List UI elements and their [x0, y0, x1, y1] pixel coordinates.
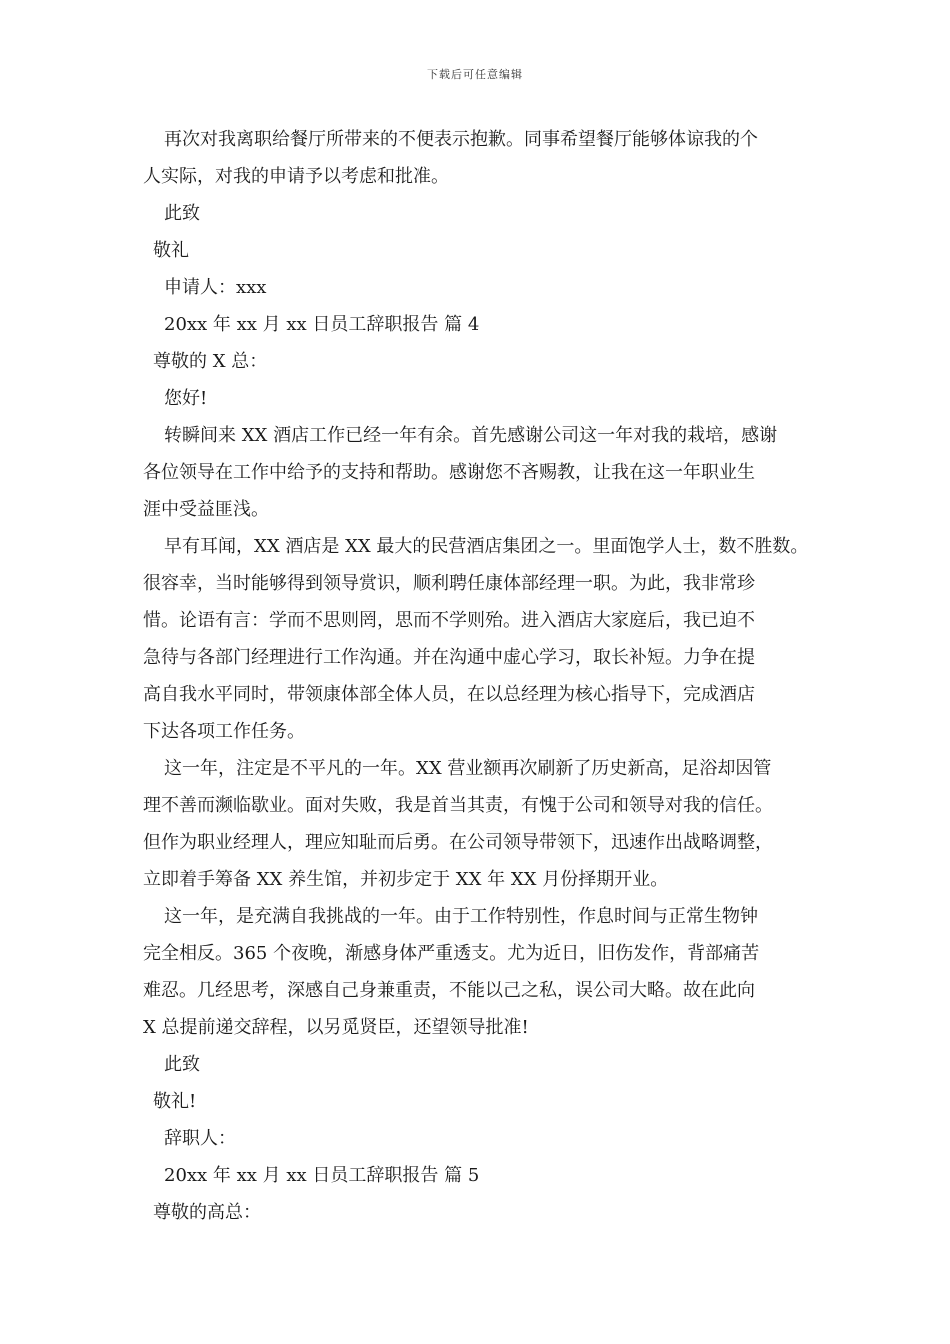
paragraph-line: 再次对我离职给餐厅所带来的不便表示抱歉。同事希望餐厅能够体谅我的个 — [164, 129, 758, 150]
closing-line: 敬礼 — [153, 240, 189, 261]
signature-line: 申请人：xxx — [164, 277, 267, 298]
paragraph-line: 人实际，对我的申请予以考虑和批准。 — [143, 166, 449, 187]
paragraph-line: 惜。论语有言：学而不思则罔，思而不学则殆。进入酒店大家庭后，我已迫不 — [143, 610, 755, 631]
paragraph-line: 高自我水平同时，带领康体部全体人员，在以总经理为核心指导下，完成酒店 — [143, 684, 755, 705]
greeting: 您好! — [164, 388, 208, 409]
section-title: 20xx 年 xx 月 xx 日员工辞职报告 篇 4 — [164, 314, 480, 335]
paragraph-line: 转瞬间来 XX 酒店工作已经一年有余。首先感谢公司这一年对我的栽培，感谢 — [164, 425, 778, 446]
closing-line: 此致 — [164, 1054, 200, 1075]
paragraph-line: 难忍。几经思考，深感自己身兼重责，不能以己之私，误公司大略。故在此向 — [143, 980, 755, 1001]
paragraph-line: 但作为职业经理人，理应知耻而后勇。在公司领导带领下，迅速作出战略调整， — [143, 832, 773, 853]
paragraph-line: 各位领导在工作中给予的支持和帮助。感谢您不吝赐教，让我在这一年职业生 — [143, 462, 755, 483]
signature-line: 辞职人： — [164, 1128, 236, 1149]
header-note: 下载后可任意编辑 — [427, 68, 523, 81]
salutation: 尊敬的 X 总： — [153, 351, 268, 372]
paragraph-line: 这一年，是充满自我挑战的一年。由于工作特别性，作息时间与正常生物钟 — [164, 906, 758, 927]
paragraph-line: 下达各项工作任务。 — [143, 721, 305, 742]
closing-line: 敬礼! — [153, 1091, 197, 1112]
paragraph-line: 这一年，注定是不平凡的一年。XX 营业额再次刷新了历史新高，足浴却因管 — [164, 758, 772, 779]
paragraph-line: 很容幸，当时能够得到领导赏识，顺利聘任康体部经理一职。为此，我非常珍 — [143, 573, 755, 594]
paragraph-line: 立即着手筹备 XX 养生馆，并初步定于 XX 年 XX 月份择期开业。 — [143, 869, 669, 890]
paragraph-line: 早有耳闻，XX 酒店是 XX 最大的民营酒店集团之一。里面饱学人士，数不胜数。 — [164, 536, 809, 557]
paragraph-line: 完全相反。365 个夜晚，渐感身体严重透支。尤为近日，旧伤发作，背部痛苦 — [143, 943, 760, 964]
paragraph-line: 急待与各部门经理进行工作沟通。并在沟通中虚心学习，取长补短。力争在提 — [143, 647, 755, 668]
section-title: 20xx 年 xx 月 xx 日员工辞职报告 篇 5 — [164, 1165, 480, 1186]
document-body — [143, 121, 833, 1231]
closing-line: 此致 — [164, 203, 200, 224]
paragraph-line: 理不善而濒临歇业。面对失败，我是首当其责，有愧于公司和领导对我的信任。 — [143, 795, 773, 816]
salutation: 尊敬的高总： — [153, 1202, 261, 1223]
paragraph-line: 涯中受益匪浅。 — [143, 499, 269, 520]
paragraph-line: X 总提前递交辞程，以另觅贤臣，还望领导批准! — [143, 1017, 529, 1038]
